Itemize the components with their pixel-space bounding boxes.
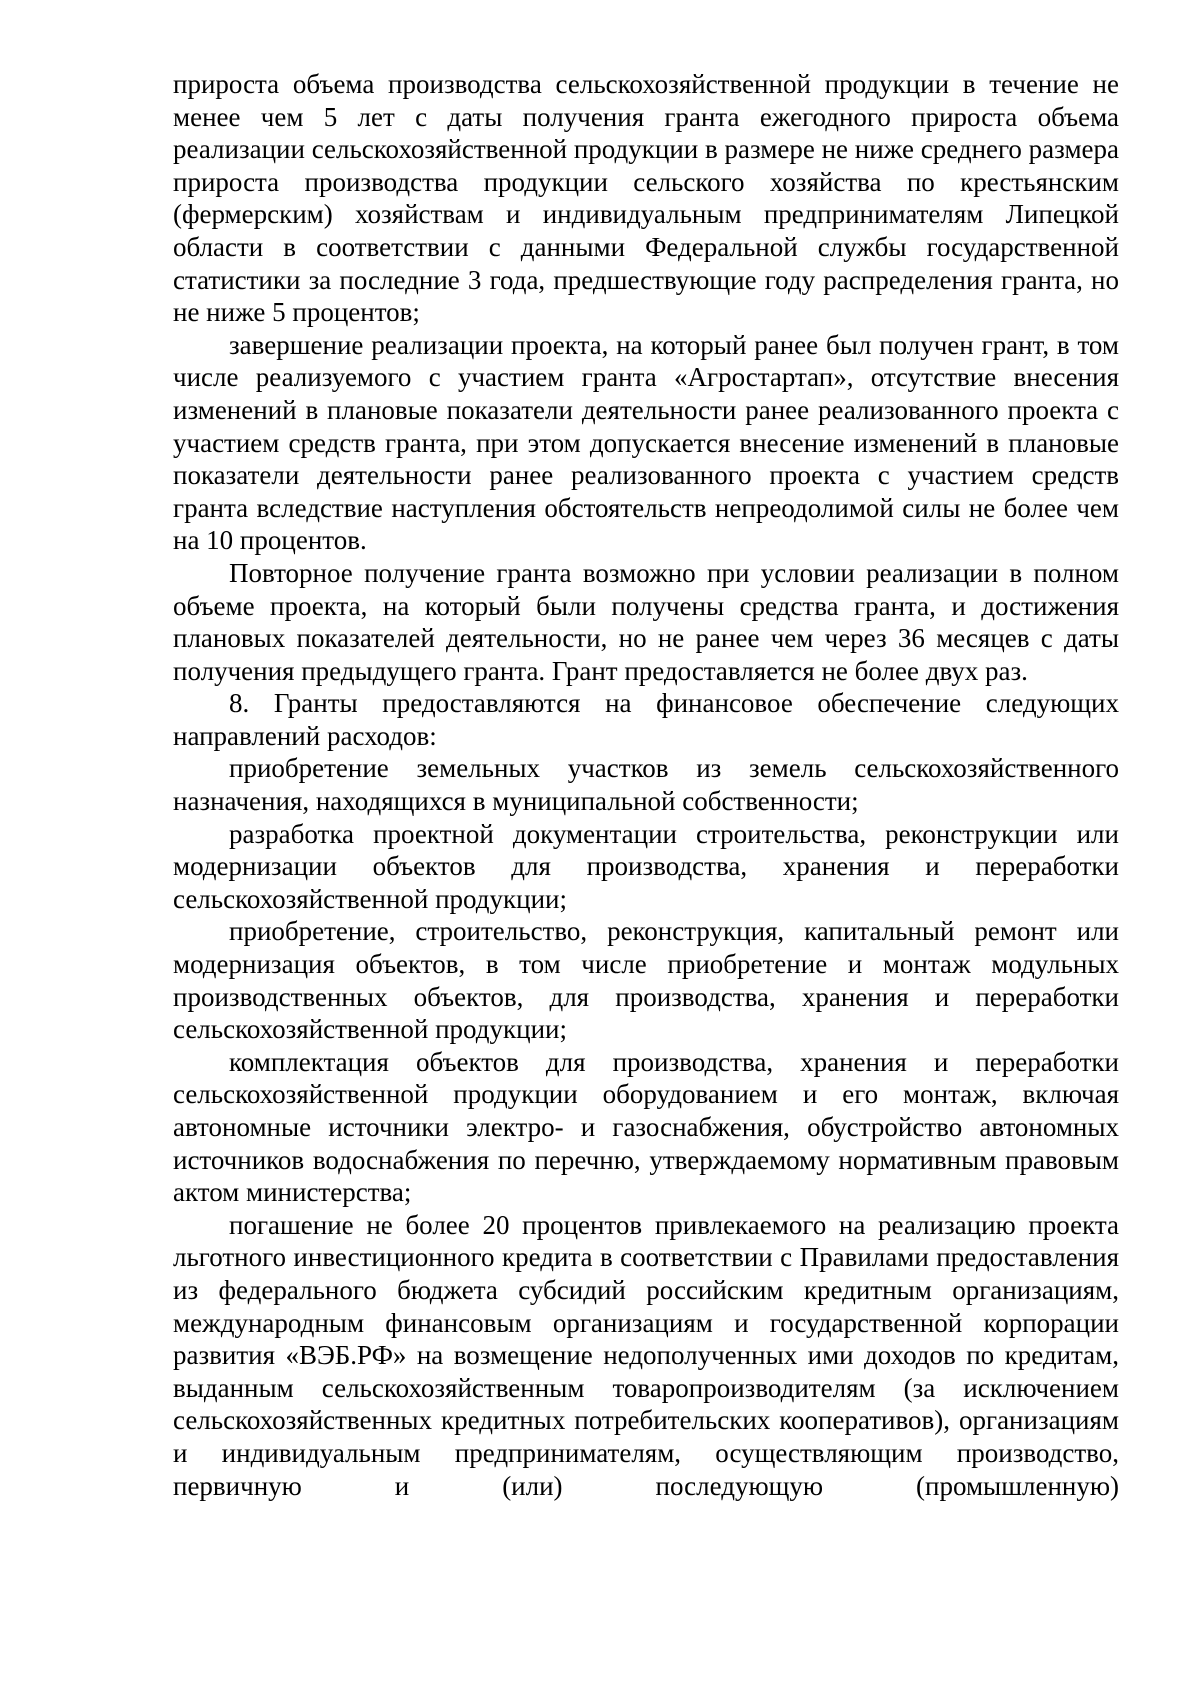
paragraph-project-completion: завершение реализации проекта, на который ранее был получен грант, в том числе реализуемого с участием гранта «Агростартап», отсутствие внесения изменений в плановые показатели деятельности ранее реализованного проекта с участием средств гранта, при этом допускается внесение изменений в плановые показатели деятельности ранее реализованного проекта с участием средств гранта вследствие наступления обстоятельств непреодолимой силы не более чем на 10 процентов.	[173, 329, 1119, 556]
paragraph-continuation: прироста объема производства сельскохозяйственной продукции в течение не менее чем 5 лет с даты получения гранта ежегодного прироста объема реализации сельскохозяйственной продукции в размере не ниже среднего размера прироста производства продукции сельского хозяйства по крестьянским (фермерским) хозяйствам и индивидуальным предпринимателям Липецкой области в соответствии с данными Федеральной службы государственной статистики за последние 3 года, предшествующие году распределения гранта, но не ниже 5 процентов;	[173, 69, 1119, 328]
list-item-construction: приобретение, строительство, реконструкция, капитальный ремонт или модернизация объектов, в том числе приобретение и монтаж модульных производственных объектов, для производства, хранения и переработки сельскохозяйственной продукции;	[173, 916, 1119, 1045]
list-item-equipment: комплектация объектов для производства, хранения и переработки сельскохозяйственной продукции оборудованием и его монтаж, включая автономные источники электро- и газоснабжения, обустройство автономных источников водоснабжения по перечню, утверждаемому нормативным правовым актом министерства;	[173, 1046, 1119, 1208]
list-item-design-documentation: разработка проектной документации строительства, реконструкции или модернизации объектов для производства, хранения и переработки сельскохозяйственной продукции;	[173, 818, 1119, 914]
list-item-loan-repayment: погашение не более 20 процентов привлекаемого на реализацию проекта льготного инвестиционного кредита в соответствии с Правилами предоставления из федерального бюджета субсидий российским кредитным организациям, международным финансовым организациям и государственной корпорации развития «ВЭБ.РФ» на возмещение недополученных ими доходов по кредитам, выданным сельскохозяйственным товаропроизводителям (за исключением сельскохозяйственных кредитных потребительских кооперативов), организациям и индивидуальным предпринимателям, осуществляющим производство, первичную и (или) последующую (промышленную)	[173, 1209, 1119, 1501]
paragraph-section-8: 8. Гранты предоставляются на финансовое обеспечение следующих направлений расходов:	[173, 688, 1119, 751]
paragraph-repeat-grant: Повторное получение гранта возможно при условии реализации в полном объеме проекта, на который были получены средства гранта, и достижения плановых показателей деятельности, но не ранее чем через 36 месяцев с даты получения предыдущего гранта. Грант предоставляется не более двух раз.	[173, 557, 1119, 686]
list-item-land-acquisition: приобретение земельных участков из земель сельскохозяйственного назначения, находящихся в муниципальной собственности;	[173, 753, 1119, 817]
document-page	[173, 68, 1119, 1502]
